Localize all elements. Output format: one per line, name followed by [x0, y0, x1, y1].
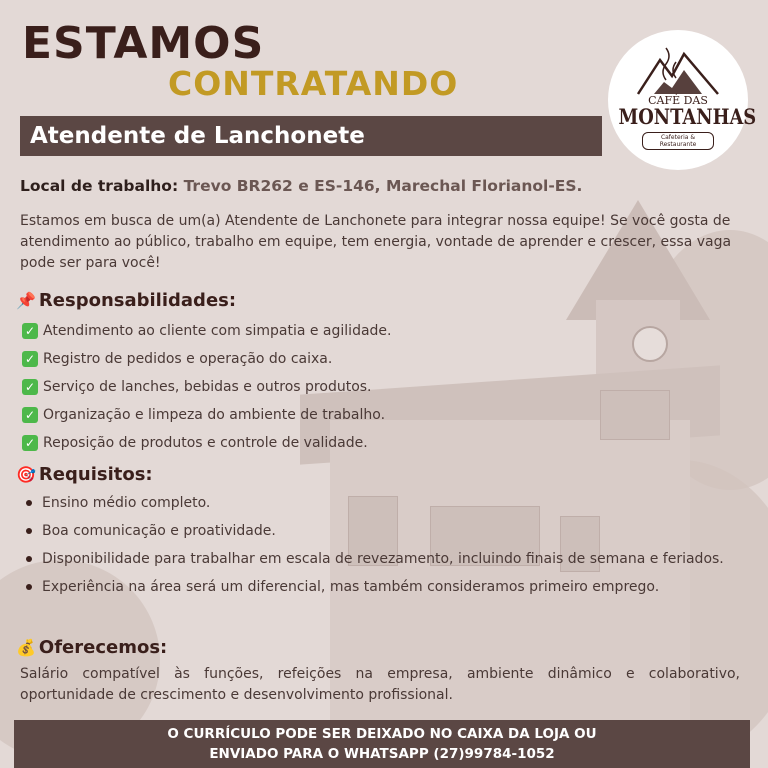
check-icon: ✓	[22, 435, 38, 451]
list-item-text: Atendimento ao cliente com simpatia e agilidade.	[43, 323, 392, 339]
bullet-icon	[26, 528, 32, 534]
workplace: Local de trabalho: Trevo BR262 e ES-146, Marechal Florianol-ES.	[20, 177, 583, 195]
responsibilities-title-text: Responsabilidades:	[38, 290, 237, 311]
footer-line-1: O CURRÍCULO PODE SER DEIXADO NO CAIXA DA LOJA OU	[167, 726, 597, 742]
list-item-text: Experiência na área será um diferencial, mas também consideramos primeiro emprego.	[42, 579, 660, 595]
bullet-icon	[26, 584, 32, 590]
list-item	[22, 345, 391, 373]
list-item-text: Ensino médio completo.	[42, 495, 211, 511]
footer-call-to-action	[14, 720, 750, 768]
list-item	[22, 373, 391, 401]
footer-line-2: ENVIADO PARA O WHATSAPP (27)99784-1052	[209, 746, 555, 762]
logo-line-1: CAFÉ DAS	[648, 94, 708, 107]
headline-contratando: CONTRATANDO	[168, 64, 459, 103]
pushpin-icon: 📌	[16, 291, 36, 310]
offer-paragraph: Salário compatível às funções, refeições na empresa, ambiente dinâmico e colaborativo, oportunidade de crescimento e desenvolvimento profissional.	[20, 666, 740, 703]
requirements-title-text: Requisitos:	[38, 464, 153, 485]
list-item	[22, 429, 391, 457]
cafe-logo	[608, 30, 757, 170]
check-icon: ✓	[22, 379, 38, 395]
list-item	[22, 401, 391, 429]
list-item	[22, 517, 742, 545]
workplace-value: Trevo BR262 e ES-146, Marechal Florianol-ES.	[183, 177, 583, 195]
offer-title	[16, 637, 167, 658]
list-item	[22, 317, 391, 345]
list-item-text: Reposição de produtos e controle de validade.	[43, 435, 368, 451]
list-item-text: Boa comunicação e proatividade.	[42, 523, 276, 539]
bullet-icon	[26, 556, 32, 562]
responsibilities-title	[16, 290, 236, 311]
money-bag-icon: 💰	[16, 638, 36, 657]
job-title-banner: Atendente de Lanchonete	[20, 116, 602, 156]
logo-tagline: Cafeteria & Restaurante	[642, 132, 714, 150]
offer-title-text: Oferecemos:	[38, 637, 168, 658]
check-icon: ✓	[22, 323, 38, 339]
list-item-text: Disponibilidade para trabalhar em escala de revezamento, incluindo finais de semana e feriados.	[42, 551, 724, 567]
list-item	[22, 573, 742, 601]
list-item	[22, 489, 742, 517]
check-icon: ✓	[22, 351, 38, 367]
requirements-title	[16, 464, 153, 485]
workplace-label: Local de trabalho	[20, 177, 172, 195]
requirements-list	[22, 489, 742, 601]
list-item-text: Serviço de lanches, bebidas e outros produtos.	[43, 379, 372, 395]
intro-paragraph: Estamos em busca de um(a) Atendente de Lanchonete para integrar nossa equipe! Se você gosta de atendimento ao público, trabalho em equipe, tem energia, vontade de aprender e crescer, essa vaga pode ser para você!	[20, 213, 732, 271]
list-item-text: Organização e limpeza do ambiente de trabalho.	[43, 407, 386, 423]
list-item	[22, 545, 742, 573]
headline-estamos: ESTAMOS	[22, 18, 265, 69]
logo-line-2: MONTANHAS	[618, 104, 757, 129]
responsibilities-list	[22, 317, 391, 457]
list-item-text: Registro de pedidos e operação do caixa.	[43, 351, 333, 367]
bullet-icon	[26, 500, 32, 506]
check-icon: ✓	[22, 407, 38, 423]
target-icon: 🎯	[16, 465, 36, 484]
